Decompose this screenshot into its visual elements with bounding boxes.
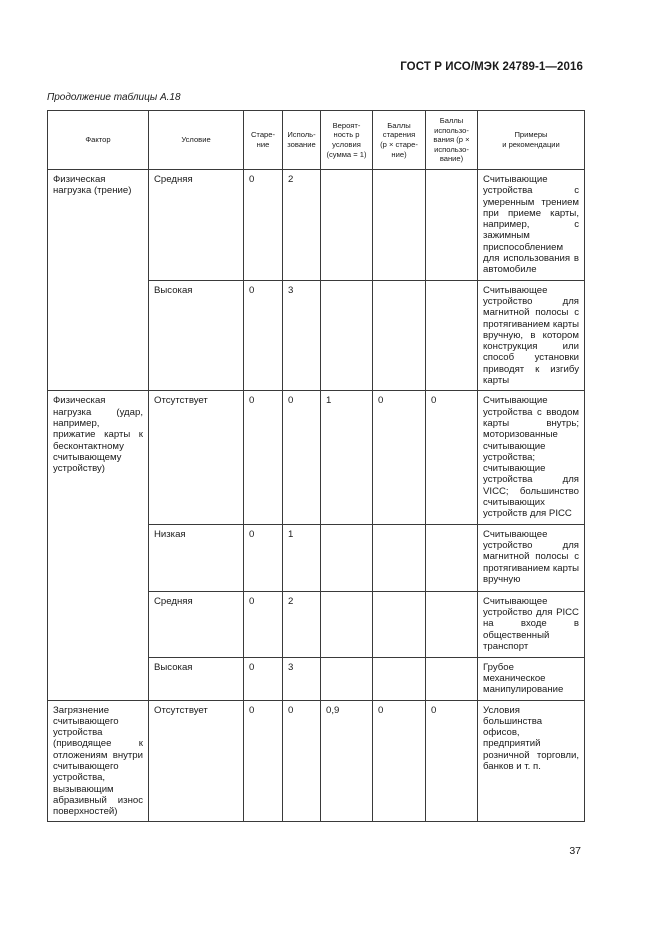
aging-cell: 0 [244, 524, 283, 591]
examples-cell: Считывающие устройства с вводом карты внутрь; моторизованные считывающие устройства; считывающие устройства для VICC; большинство считывающих устройств для PICC [478, 391, 585, 524]
usage-score-cell [426, 524, 478, 591]
examples-cell: Считывающее устройство для PICC на входе в общественный транспорт [478, 591, 585, 657]
usage-score-cell: 0 [426, 391, 478, 524]
aging-score-cell: 0 [373, 391, 426, 524]
condition-cell: Средняя [149, 591, 244, 657]
aging-score-cell [373, 280, 426, 391]
aging-cell: 0 [244, 391, 283, 524]
aging-score-cell [373, 170, 426, 281]
header-factor: Фактор [48, 111, 149, 170]
examples-cell: Считывающее устройство для магнитной полосы с протягиванием карты вручную, в котором конструкция или способ установки приводят к изгибу карты [478, 280, 585, 391]
standard-designation: ГОСТ Р ИСО/МЭК 24789-1—2016 [400, 61, 583, 73]
page-number: 37 [569, 845, 581, 857]
usage-cell: 2 [283, 170, 321, 281]
usage-score-cell: 0 [426, 700, 478, 822]
probability-cell [321, 524, 373, 591]
table-header-row [48, 111, 585, 170]
probability-cell [321, 657, 373, 700]
usage-cell: 3 [283, 657, 321, 700]
probability-cell [321, 280, 373, 391]
probability-cell: 1 [321, 391, 373, 524]
aging-score-cell [373, 591, 426, 657]
aging-score-cell [373, 657, 426, 700]
aging-score-cell: 0 [373, 700, 426, 822]
examples-cell: Считывающие устройства с умеренным трением при приеме карты, например, с зажимным приспособлением для использования в автомобиле [478, 170, 585, 281]
usage-cell: 3 [283, 280, 321, 391]
header-aging-score: Баллы старения (p × старе- ние) [373, 111, 426, 170]
condition-cell: Отсутствует [149, 391, 244, 524]
aging-cell: 0 [244, 657, 283, 700]
usage-score-cell [426, 657, 478, 700]
condition-cell: Отсутствует [149, 700, 244, 822]
requirements-table [47, 110, 585, 822]
aging-score-cell [373, 524, 426, 591]
usage-cell: 0 [283, 391, 321, 524]
table-row [48, 391, 585, 524]
condition-cell: Средняя [149, 170, 244, 281]
examples-cell: Считывающее устройство для магнитной полосы с протягиванием карты вручную [478, 524, 585, 591]
header-examples: Примеры и рекомендации [478, 111, 585, 170]
header-aging: Старе- ние [244, 111, 283, 170]
examples-cell: Грубое механическое манипулирование [478, 657, 585, 700]
header-probability: Вероят- ность p условия (сумма = 1) [321, 111, 373, 170]
aging-cell: 0 [244, 170, 283, 281]
table-row [48, 700, 585, 822]
usage-score-cell [426, 591, 478, 657]
usage-score-cell [426, 170, 478, 281]
probability-cell [321, 170, 373, 281]
usage-cell: 2 [283, 591, 321, 657]
table-continuation-caption: Продолжение таблицы А.18 [47, 92, 181, 103]
probability-cell [321, 591, 373, 657]
table-row [48, 170, 585, 281]
aging-cell: 0 [244, 700, 283, 822]
condition-cell: Высокая [149, 280, 244, 391]
factor-cell: Физическая нагрузка (трение) [48, 170, 149, 391]
header-usage-score: Баллы использо- вания (p × использо- вание) [426, 111, 478, 170]
usage-score-cell [426, 280, 478, 391]
factor-cell: Загрязнение считывающего устройства (приводящее к отложениям внутри считывающего устройства, вызывающим абразивный износ поверхностей) [48, 700, 149, 822]
examples-cell: Условия большинства офисов, предприятий розничной торговли, банков и т. п. [478, 700, 585, 822]
aging-cell: 0 [244, 280, 283, 391]
usage-cell: 0 [283, 700, 321, 822]
header-condition: Условие [149, 111, 244, 170]
aging-cell: 0 [244, 591, 283, 657]
usage-cell: 1 [283, 524, 321, 591]
probability-cell: 0,9 [321, 700, 373, 822]
factor-cell: Физическая нагрузка (удар, например, прижатие карты к бесконтактному считывающему устройству) [48, 391, 149, 700]
header-usage: Исполь- зование [283, 111, 321, 170]
condition-cell: Низкая [149, 524, 244, 591]
condition-cell: Высокая [149, 657, 244, 700]
